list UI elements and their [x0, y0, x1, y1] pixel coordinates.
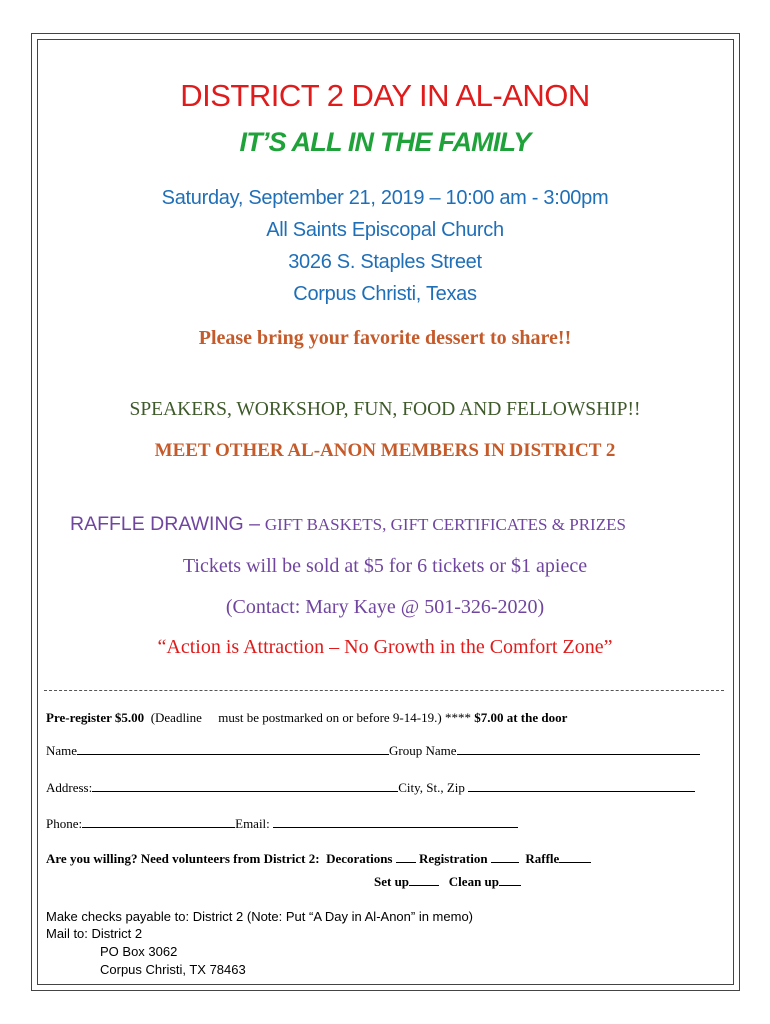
- name-label: Name: [46, 743, 78, 758]
- flyer-title: DISTRICT 2 DAY IN AL-ANON: [180, 78, 590, 113]
- stars: ****: [444, 710, 471, 725]
- po-box: PO Box 3062: [100, 944, 178, 959]
- event-venue: All Saints Episcopal Church: [266, 219, 504, 241]
- deadline-text: must be postmarked on or before 9-14-19.): [218, 710, 442, 725]
- email-field[interactable]: [273, 815, 518, 828]
- address-label: Address:: [46, 780, 93, 795]
- phone-field[interactable]: [82, 815, 235, 828]
- page-border-inner: [37, 39, 734, 985]
- event-city: Corpus Christi, Texas: [293, 283, 477, 305]
- address-field[interactable]: [92, 779, 398, 792]
- deadline-open: (Deadline: [150, 710, 202, 725]
- phone-label: Phone:: [46, 816, 83, 831]
- cleanup-label: Clean up: [448, 874, 500, 889]
- group-name-field[interactable]: [457, 742, 700, 755]
- event-street: 3026 S. Staples Street: [288, 251, 482, 273]
- motto-quote: “Action is Attraction – No Growth in the Comfort Zone”: [157, 636, 613, 658]
- raffle-prizes: GIFT BASKETS, GIFT CERTIFICATES & PRIZES: [264, 515, 626, 534]
- city-label: City, St., Zip: [398, 780, 465, 795]
- volunteer-row-2: [374, 873, 521, 890]
- raffle-heading: RAFFLE DRAWING –: [70, 513, 260, 535]
- group-name-label: Group Name: [389, 743, 457, 758]
- cut-line: [44, 690, 724, 691]
- dessert-note: Please bring your favorite dessert to share!!: [198, 327, 572, 349]
- decorations-label: Decorations: [326, 851, 393, 866]
- raffle-tickets: Tickets will be sold at $5 for 6 tickets or $1 apiece: [182, 555, 588, 577]
- door-price: $7.00 at the door: [474, 710, 568, 725]
- name-field[interactable]: [77, 742, 389, 755]
- raffle-volunteer-label: Raffle: [525, 851, 560, 866]
- raffle-contact: (Contact: Mary Kaye @ 501-326-2020): [225, 596, 545, 618]
- registration-field[interactable]: [491, 850, 519, 863]
- volunteer-row: [46, 850, 591, 867]
- flyer-subtitle: IT’S ALL IN THE FAMILY: [239, 127, 531, 157]
- meet-members-line: MEET OTHER AL-ANON MEMBERS IN DISTRICT 2: [154, 440, 616, 461]
- checks-payable: Make checks payable to: District 2 (Note: Put “A Day in Al-Anon” in memo): [46, 909, 474, 924]
- city-zip: Corpus Christi, TX 78463: [100, 962, 246, 977]
- name-row: [46, 742, 700, 759]
- activities-line: SPEAKERS, WORKSHOP, FUN, FOOD AND FELLOWSHIP!!: [129, 399, 641, 420]
- email-label: Email:: [235, 816, 270, 831]
- decorations-field[interactable]: [396, 850, 416, 863]
- preregister-price: Pre-register $5.00: [46, 710, 145, 725]
- setup-field[interactable]: [409, 873, 439, 886]
- preregister-line: [46, 710, 567, 726]
- phone-row: [46, 815, 518, 832]
- address-row: [46, 779, 695, 796]
- setup-label: Set up: [374, 874, 410, 889]
- raffle-line: [70, 513, 626, 536]
- event-date-time: Saturday, September 21, 2019 – 10:00 am - 3:00pm: [161, 187, 609, 209]
- city-field[interactable]: [468, 779, 695, 792]
- volunteer-question: Are you willing? Need volunteers from District 2:: [46, 851, 320, 866]
- registration-label: Registration: [419, 851, 488, 866]
- raffle-volunteer-field[interactable]: [559, 850, 591, 863]
- cleanup-field[interactable]: [499, 873, 521, 886]
- mail-to: Mail to: District 2: [46, 926, 143, 941]
